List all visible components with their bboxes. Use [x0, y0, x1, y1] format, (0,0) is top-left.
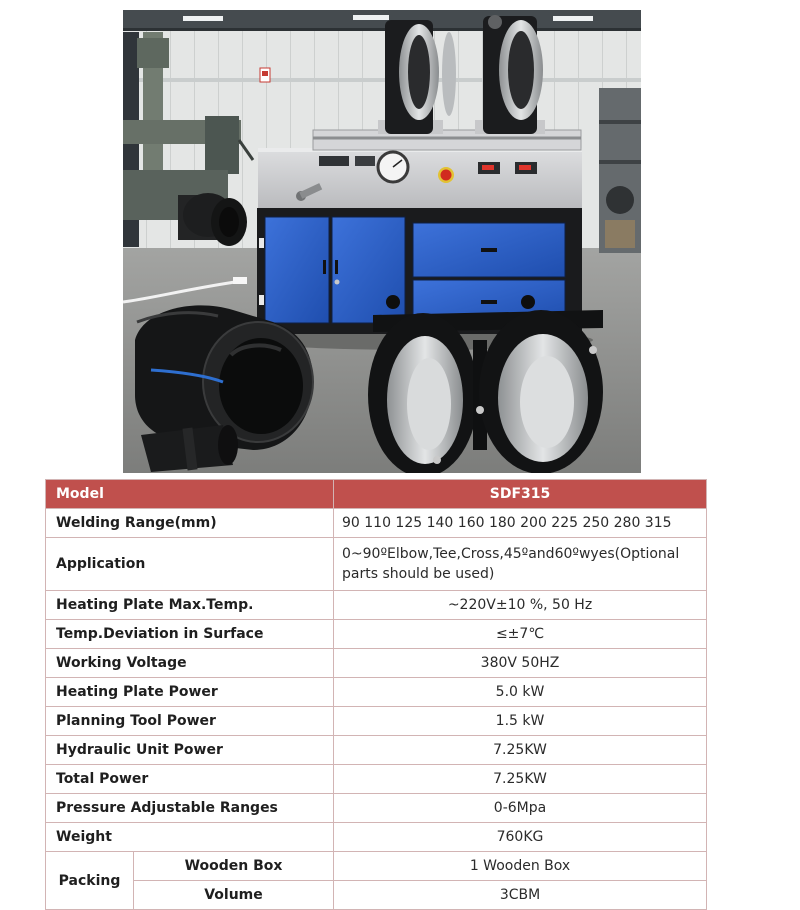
spec-row-packing-wooden-box	[46, 852, 707, 881]
spec-row-temp-deviation	[46, 620, 707, 649]
spec-label: Heating Plate Power	[46, 678, 334, 707]
spec-row-total-power	[46, 765, 707, 794]
clamp-ring-set	[368, 295, 603, 473]
spec-label: Total Power	[46, 765, 334, 794]
header-model-label: Model	[46, 480, 334, 509]
spec-label: Working Voltage	[46, 649, 334, 678]
spec-value: 7.25KW	[334, 765, 707, 794]
spec-value: 7.25KW	[334, 736, 707, 765]
spec-value: 0~90ºElbow,Tee,Cross,45ºand60ºwyes(Optional parts should be used)	[334, 538, 707, 591]
spec-value: 0-6Mpa	[334, 794, 707, 823]
spec-value: ~220V±10 %, 50 Hz	[334, 591, 707, 620]
spec-row-hydraulic-unit-power	[46, 736, 707, 765]
spec-value: 760KG	[334, 823, 707, 852]
pipe-clamp-right	[483, 15, 543, 134]
spec-row-welding-range	[46, 509, 707, 538]
spec-label: Hydraulic Unit Power	[46, 736, 334, 765]
packing-label: Packing	[46, 852, 134, 910]
spec-value: 90 110 125 140 160 180 200 225 250 280 315	[334, 509, 707, 538]
spec-row-heating-plate-power	[46, 678, 707, 707]
packing-value: 3CBM	[334, 881, 707, 910]
spec-row-application	[46, 538, 707, 591]
spec-row-weight	[46, 823, 707, 852]
ceiling	[123, 10, 641, 31]
background-pipes	[178, 193, 247, 246]
heating-plate	[442, 32, 456, 116]
product-photo	[123, 10, 641, 473]
spec-value: ≤±7℃	[334, 620, 707, 649]
spec-row-heating-plate-max-temp	[46, 591, 707, 620]
spec-label: Planning Tool Power	[46, 707, 334, 736]
spec-row-pressure-range	[46, 794, 707, 823]
spec-value: 380V 50HZ	[334, 649, 707, 678]
spec-label: Heating Plate Max.Temp.	[46, 591, 334, 620]
header-model-value: SDF315	[334, 480, 707, 509]
pipe-clamp-left	[385, 20, 439, 134]
spec-table	[45, 479, 707, 910]
spec-label: Temp.Deviation in Surface	[46, 620, 334, 649]
pressure-gauge	[378, 152, 408, 182]
spec-label: Weight	[46, 823, 334, 852]
spec-label: Application	[46, 538, 334, 591]
spec-value: 1.5 kW	[334, 707, 707, 736]
emergency-stop-button	[441, 170, 452, 181]
spec-row-packing-volume	[46, 881, 707, 910]
spec-label: Pressure Adjustable Ranges	[46, 794, 334, 823]
table-header-row	[46, 480, 707, 509]
spec-value: 5.0 kW	[334, 678, 707, 707]
control-panel	[258, 148, 582, 210]
spec-row-planning-tool-power	[46, 707, 707, 736]
product-photo-illustration	[123, 10, 641, 473]
packing-sub-label: Wooden Box	[134, 852, 334, 881]
cabinet-door-left	[265, 217, 329, 323]
packing-sub-label: Volume	[134, 881, 334, 910]
packing-value: 1 Wooden Box	[334, 852, 707, 881]
display-panel	[319, 156, 349, 166]
spec-row-working-voltage	[46, 649, 707, 678]
background-shelves	[599, 88, 641, 253]
spec-label: Welding Range(mm)	[46, 509, 334, 538]
